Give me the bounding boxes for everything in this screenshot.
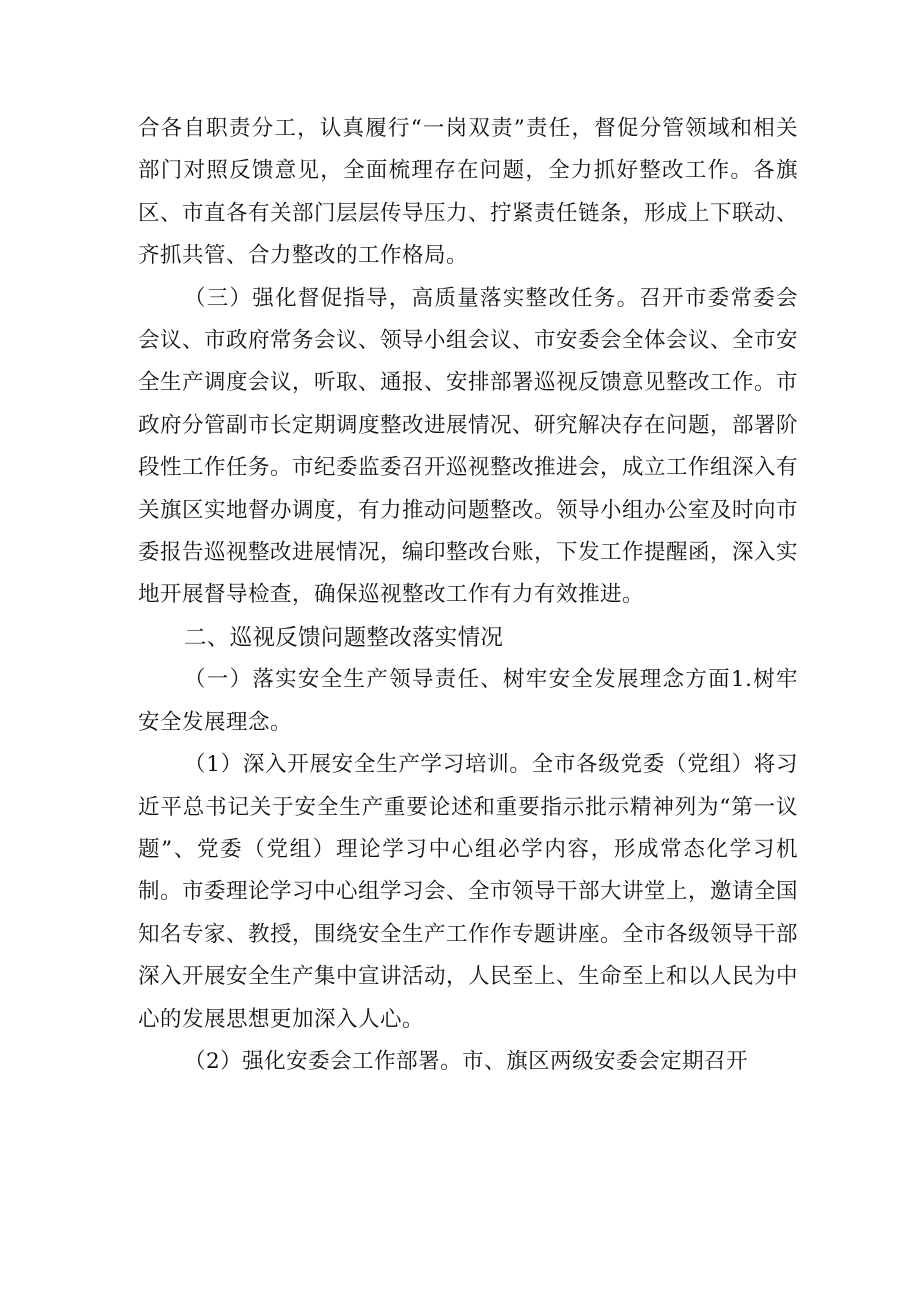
document-body [138,108,798,1083]
list-item-2: （2）强化安委会工作部署。市、旗区两级安委会定期召开 [184,1048,749,1074]
list-item-1: （1）深入开展安全生产学习培训。全市各级党委（党组）将习近平总书记关于安全生产重要论述和重要指示批示精神列为“第一议题”、党委（党组）理论学习中心组必学内容，形成常态化学习机制。市委理论学习中心组学习会、全市领导干部大讲堂上，邀请全国知名专家、教授，围绕安全生产工作作专题讲座。全市各级领导干部深入开展安全生产集中宣讲活动，人民至上、生命至上和以人民为中心的发展思想更加深入人心。 [138,752,799,1032]
section-heading-2: 二、巡视反馈问题整改落实情况 [184,624,504,651]
paragraph-section-3: （三）强化督促指导，高质量落实整改任务。召开市委常委会会议、市政府常务会议、领导小组会议、市安委会全体会议、全市安全生产调度会议，听取、通报、安排部署巡视反馈意见整改工作。市政府分管副市长定期调度整改进展情况、研究解决存在问题，部署阶段性工作任务。市纪委监委召开巡视整改推进会，成立工作组深入有关旗区实地督办调度，有力推动问题整改。领导小组办公室及时向市委报告巡视整改进展情况，编印整改台账，下发工作提醒函，深入实地开展督导检查，确保巡视整改工作有力有效推进。 [138,285,799,608]
subsection-heading-1: （一）落实安全生产领导责任、树牢安全发展理念方面1.树牢安全发展理念。 [138,667,798,735]
paragraph-continuation: 合各自职责分工，认真履行“一岗双责”责任，督促分管领域和相关部门对照反馈意见，全面梳理存在问题，全力抓好整改工作。各旗区、市直各有关部门层层传导压力、拧紧责任链条，形成上下联动、齐抓共管、合力整改的工作格局。 [138,116,799,269]
